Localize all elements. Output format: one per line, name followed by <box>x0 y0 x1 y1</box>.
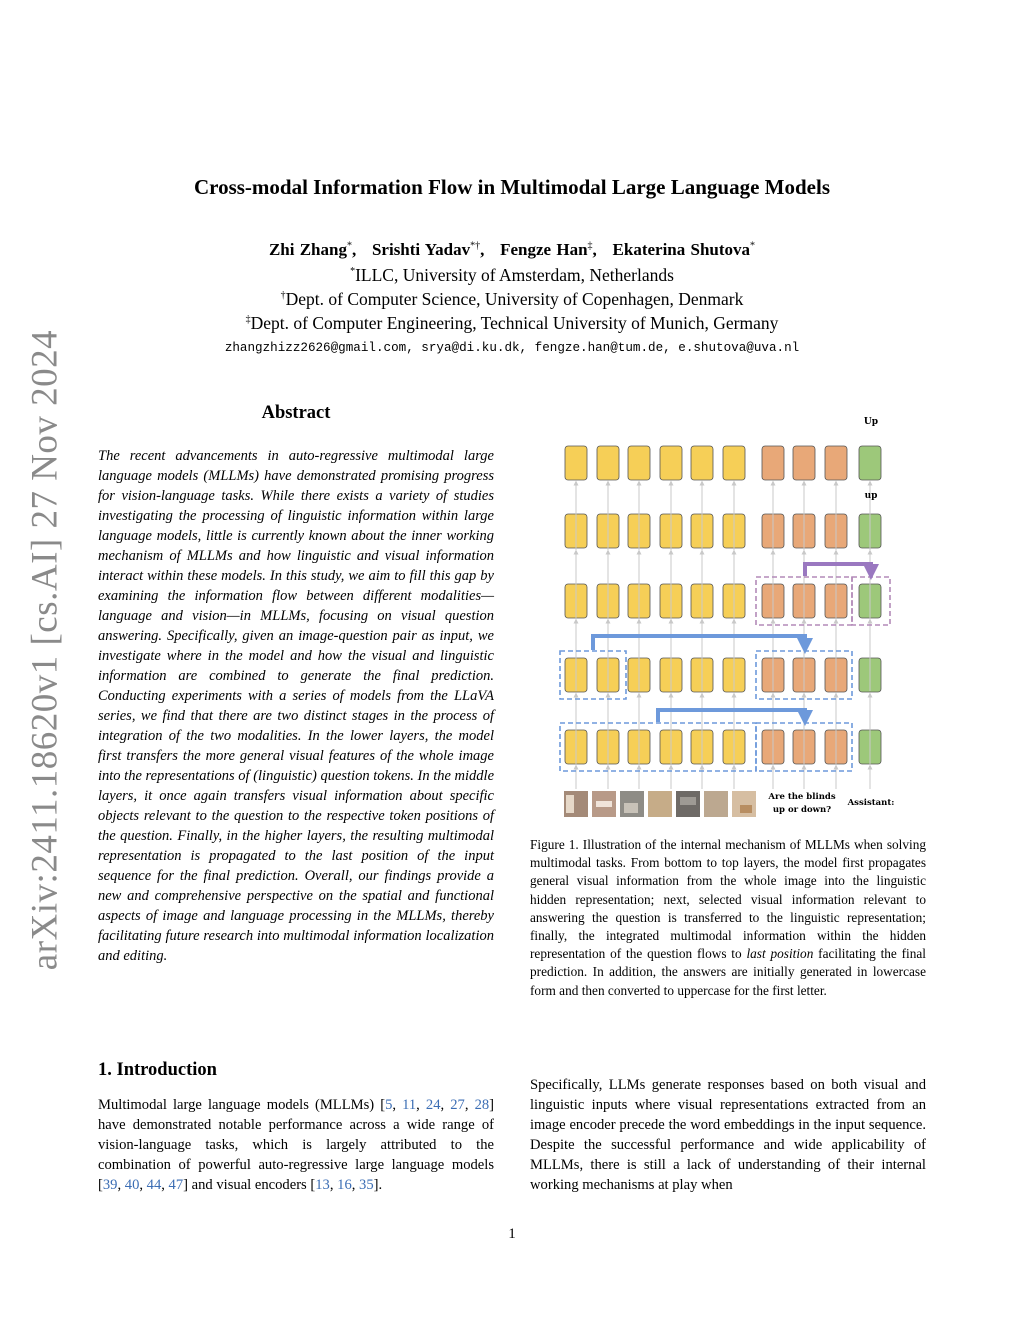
arxiv-identifier: arXiv:2411.18620v1 [cs.AI] 27 Nov 2024 <box>24 329 66 971</box>
author-name: Srishti Yadav <box>371 240 471 259</box>
page-number: 1 <box>508 1226 516 1242</box>
citation-link[interactable]: 27 <box>450 1097 465 1113</box>
citation-link[interactable]: 5 <box>385 1097 393 1113</box>
up-label-mid: up <box>864 491 878 501</box>
author-mark: * <box>750 240 756 252</box>
citation-link[interactable]: 35 <box>359 1177 374 1193</box>
author-emails: zhangzhizz2626@gmail.com, srya@di.ku.dk, fengze.han@tum.de, e.shutova@uva.nl <box>224 341 800 355</box>
image-token <box>597 446 619 480</box>
affiliation <box>0 313 1024 334</box>
author-mark: *† <box>470 240 481 252</box>
intro-text: ] and visual encoders [ <box>183 1177 316 1193</box>
caption-text-end: facilitating the final prediction. In addition, the answers are initially generated in lowercase form and then converted to uppercase for the first letter. <box>530 946 926 998</box>
image-thumbnail <box>732 791 756 817</box>
image-thumbnail <box>624 803 638 813</box>
author-name: Ekaterina Shutova <box>612 240 751 259</box>
affiliation-text: ILLC, University of Amsterdam, Netherlands <box>355 265 674 285</box>
caption-emphasis: last position <box>746 946 814 962</box>
question-token <box>762 446 784 480</box>
abstract-text: The recent advancements in auto-regressive multimodal large language models (MLLMs) have demonstrated promising progress for vision-language tasks. While there exists a variety of studies investigating the processing of linguistic information within large language models, little is currently known about the inner working mechanism of MLLMs and how linguistic and visual information interact within these models. In this study, we aim to fill this gap by examining the information flow between different modalities—language and vision—in MLLMs, focusing on visual question answering. Specifically, given an image-question pair as input, we investigate where in the model and how the visual and linguistic information are combined to generate the final prediction. Conducting experiments with a series of models from the LLaVA series, we find that there are two distinct stages in the process of integration of the two modalities. In the lower layers, the model first transfers the more general visual features of the whole image into the representations of (linguistic) question tokens. In the middle layers, it once again transfers visual information about specific objects relevant to the question to the respective token positions of the question. Finally, in the higher layers, the resulting multimodal representation is propagated to the last position of the input sequence for the final prediction. Overall, our findings provide a new and comprehensive perspective on the spatial and functional aspects of image and language processing in the MLLMs, thereby facilitating future research into multimodal information localization and editing. <box>98 448 495 964</box>
purple-flow-arrow <box>805 564 871 576</box>
citation-link[interactable]: 28 <box>474 1097 490 1113</box>
intro-text: Multimodal large language models (MLLMs) [ <box>98 1097 386 1113</box>
intro-text: ]. <box>373 1177 383 1193</box>
up-label-top: Up <box>863 417 879 427</box>
intro-text: ] have demonstrated notable performance across a wide range of vision-language tasks, which is largely attributed to the combination of powerful auto-regressive large language models [ <box>98 1097 495 1193</box>
question-line-1: Are the blinds <box>768 792 836 802</box>
image-thumbnail <box>596 801 612 807</box>
question-line-2: up or down? <box>772 805 832 815</box>
image-token <box>723 446 745 480</box>
introduction-heading: 1. Introduction <box>98 1060 217 1080</box>
author-name: Zhi Zhang <box>268 240 347 259</box>
figure-1-diagram <box>530 405 930 825</box>
image-token <box>691 446 713 480</box>
figure-1-caption <box>530 836 926 1000</box>
citation-link[interactable]: 16 <box>337 1177 352 1193</box>
affiliation-mark: * <box>350 266 356 278</box>
image-thumbnail <box>566 795 574 813</box>
citation-link[interactable]: 40 <box>124 1177 140 1193</box>
affiliation <box>0 289 1024 310</box>
introduction-continued: Specifically, LLMs generate responses based on both visual and linguistic inputs where visual representations extracted from an image encoder precede the word embeddings in the input sequence. Despite the successful performance and wide applicability of MLLMs, there is still a lack of understanding of their internal working mechanisms at play when <box>530 1077 926 1193</box>
figure-1 <box>530 405 930 825</box>
image-token <box>660 446 682 480</box>
citation-link[interactable]: 39 <box>102 1177 118 1193</box>
introduction-paragraph: Multimodal large language models (MLLMs) [5, 11, 24, 27, 28] have demonstrated notable performance across a wide range of vision-language tasks, which is largely attributed to the combination of powerful auto-regressive large language models [39, 40, 44, 47] and visual encoders [13, 16, 35]. <box>98 1097 495 1193</box>
image-thumbnails <box>564 791 756 817</box>
image-thumbnail <box>740 805 752 813</box>
author-mark: * <box>346 240 352 252</box>
image-token <box>628 446 650 480</box>
assistant-label: Assistant: <box>847 798 895 808</box>
affiliation-text: Dept. of Computer Science, University of Copenhagen, Denmark <box>285 289 744 309</box>
affiliation <box>0 265 1024 286</box>
author-list: Zhi Zhang*, Srishti Yadav*†, Fengze Han‡, Ekaterina Shutova* <box>268 240 756 259</box>
abstract-heading: Abstract <box>261 403 331 423</box>
caption-text: Figure 1. Illustration of the internal mechanism of MLLMs when solving multimodal tasks. From bottom to top layers, the model first propagates general visual information from the whole image into the linguistic hidden representation; next, selected visual information relevant to answering the question is transferred to the linguistic representation; finally, the integrated multimodal information within the hidden representation of the question flows to <box>530 837 926 962</box>
author-mark: ‡ <box>587 240 593 252</box>
image-thumbnail <box>648 791 672 817</box>
citation-link[interactable]: 44 <box>146 1177 162 1193</box>
image-thumbnail <box>680 797 696 805</box>
affiliation-mark: ‡ <box>245 314 251 326</box>
last-token <box>859 446 881 480</box>
author-name: Fengze Han <box>500 240 588 259</box>
image-token <box>565 446 587 480</box>
citation-link[interactable]: 13 <box>315 1177 330 1193</box>
citation-link[interactable]: 11 <box>402 1097 417 1113</box>
question-token <box>825 446 847 480</box>
token-grid <box>565 446 881 764</box>
affiliation-text: Dept. of Computer Engineering, Technical University of Munich, Germany <box>250 313 779 333</box>
citation-link[interactable]: 47 <box>168 1177 184 1193</box>
affiliation-mark: † <box>280 290 286 302</box>
citation-link[interactable]: 24 <box>425 1097 441 1113</box>
blue-flow-arrow <box>658 710 805 722</box>
paper-title: Cross-modal Information Flow in Multimodal Large Language Models <box>193 175 831 199</box>
image-thumbnail <box>704 791 728 817</box>
question-token <box>793 446 815 480</box>
